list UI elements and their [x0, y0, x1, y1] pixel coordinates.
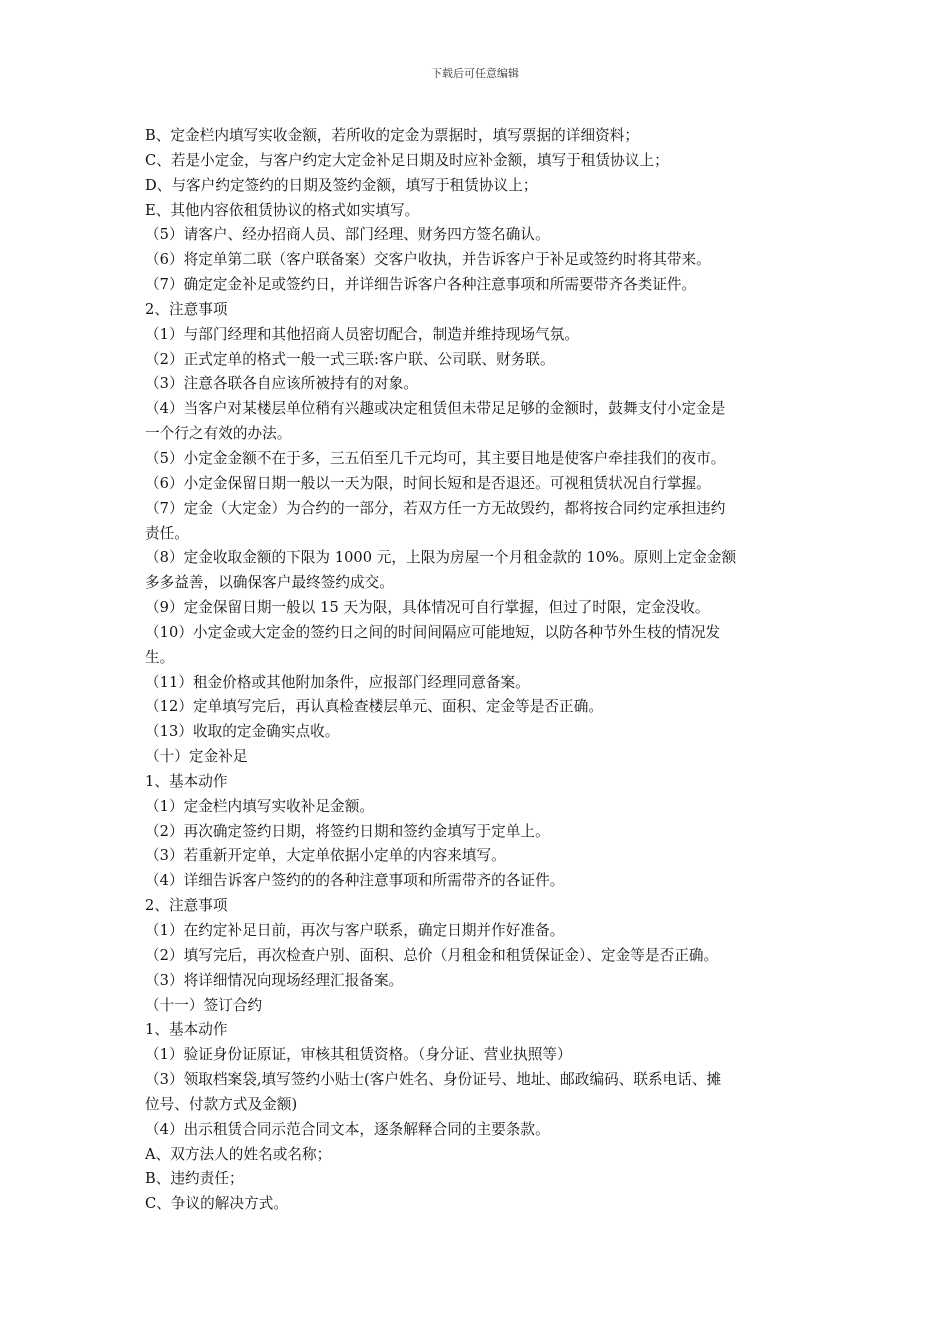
- text-line: 多多益善，以确保客户最终签约成交。: [145, 574, 394, 592]
- text-line: （10）小定金或大定金的签约日之间的时间间隔应可能地短，以防各种节外生枝的情况发: [145, 623, 721, 641]
- text-line: （4）当客户对某楼层单位稍有兴趣或决定租赁但未带足足够的金额时，鼓舞支付小定金是: [145, 400, 726, 418]
- text-line: （11）租金价格或其他附加条件，应报部门经理同意备案。: [145, 673, 530, 691]
- text-line: （12）定单填写完后，再认真检查楼层单元、面积、定金等是否正确。: [145, 698, 603, 716]
- text-line: （4）出示租赁合同示范合同文本，逐条解释合同的主要条款。: [145, 1120, 550, 1138]
- text-line: 位号、付款方式及金额): [145, 1095, 298, 1113]
- text-line: （3）注意各联各自应该所被持有的对象。: [145, 375, 418, 393]
- document-body: [145, 124, 810, 1217]
- text-line: （1）定金栏内填写实收补足金额。: [145, 797, 374, 815]
- text-line: （13）收取的定金确实点收。: [145, 723, 340, 741]
- text-line: A、双方法人的姓名或名称；: [145, 1145, 332, 1163]
- text-line: （6）将定单第二联（客户联备案）交客户收执，并告诉客户于补足或签约时将其带来。: [145, 251, 711, 269]
- text-line: 1、基本动作: [145, 1021, 228, 1039]
- text-line: （1）验证身份证原证，审核其租赁资格。（身分证、营业执照等）: [145, 1046, 572, 1064]
- text-line: B、违约责任；: [145, 1170, 244, 1188]
- text-line: D、与客户约定签约的日期及签约金额，填写于租赁协议上；: [145, 176, 538, 194]
- text-line: 2、注意事项: [145, 897, 228, 915]
- text-line: （7）定金（大定金）为合约的一部分，若双方任一方无故毁约，都将按合同约定承担违约: [145, 499, 726, 517]
- text-line: （3）领取档案袋,填写签约小贴士(客户姓名、身份证号、地址、邮政编码、联系电话、摊: [145, 1071, 722, 1089]
- text-line: C、若是小定金，与客户约定大定金补足日期及时应补金额，填写于租赁协议上；: [145, 151, 669, 169]
- text-line: （1）在约定补足日前，再次与客户联系，确定日期并作好准备。: [145, 922, 565, 939]
- text-line: 责任。: [145, 524, 189, 542]
- text-line: （8）定金收取金额的下限为 1000 元，上限为房屋一个月租金款的 10%。原则上定金金额: [145, 549, 737, 567]
- text-line: 2、注意事项: [145, 300, 228, 318]
- text-line: （十一）签订合约: [145, 996, 263, 1014]
- text-line: （3）若重新开定单，大定单依据小定单的内容来填写。: [145, 847, 506, 865]
- text-line: E、其他内容依租赁协议的格式如实填写。: [145, 201, 420, 219]
- text-line: （2）填写完后，再次检查户别、面积、总价（月租金和租赁保证金）、定金等是否正确。: [145, 946, 719, 964]
- text-line: （2）正式定单的格式一般一式三联:客户联、公司联、财务联。: [145, 350, 555, 368]
- text-line: （3）将详细情况向现场经理汇报备案。: [145, 971, 404, 989]
- text-line: （5）请客户、经办招商人员、部门经理、财务四方签名确认。: [145, 226, 550, 244]
- text-line: （十）定金补足: [145, 748, 248, 766]
- text-line: （7）确定定金补足或签约日，并详细告诉客户各种注意事项和所需要带齐各类证件。: [145, 276, 697, 294]
- text-line: （2）再次确定签约日期，将签约日期和签约金填写于定单上。: [145, 822, 550, 840]
- text-line: 1、基本动作: [145, 772, 228, 790]
- text-line: 生。: [145, 648, 175, 666]
- text-line: 一个行之有效的办法。: [145, 425, 292, 443]
- text-line: B、定金栏内填写实收金额，若所收的定金为票据时，填写票据的详细资料；: [145, 127, 640, 144]
- text-line: （9）定金保留日期一般以 15 天为限，具体情况可自行掌握，但过了时限，定金没收。: [145, 599, 710, 617]
- text-line: C、争议的解决方式。: [145, 1195, 289, 1213]
- text-line: （1）与部门经理和其他招商人员密切配合，制造并维持现场气氛。: [145, 325, 580, 343]
- text-line: （5）小定金金额不在于多，三五佰至几千元均可，其主要目地是使客户牵挂我们的夜市。: [145, 449, 726, 467]
- text-line: （6）小定金保留日期一般以一天为限，时间长短和是否退还。可视租赁状况自行掌握。: [145, 474, 711, 492]
- page-header: 下载后可任意编辑: [431, 67, 519, 80]
- text-line: （4）详细告诉客户签约的的各种注意事项和所需带齐的各证件。: [145, 872, 565, 890]
